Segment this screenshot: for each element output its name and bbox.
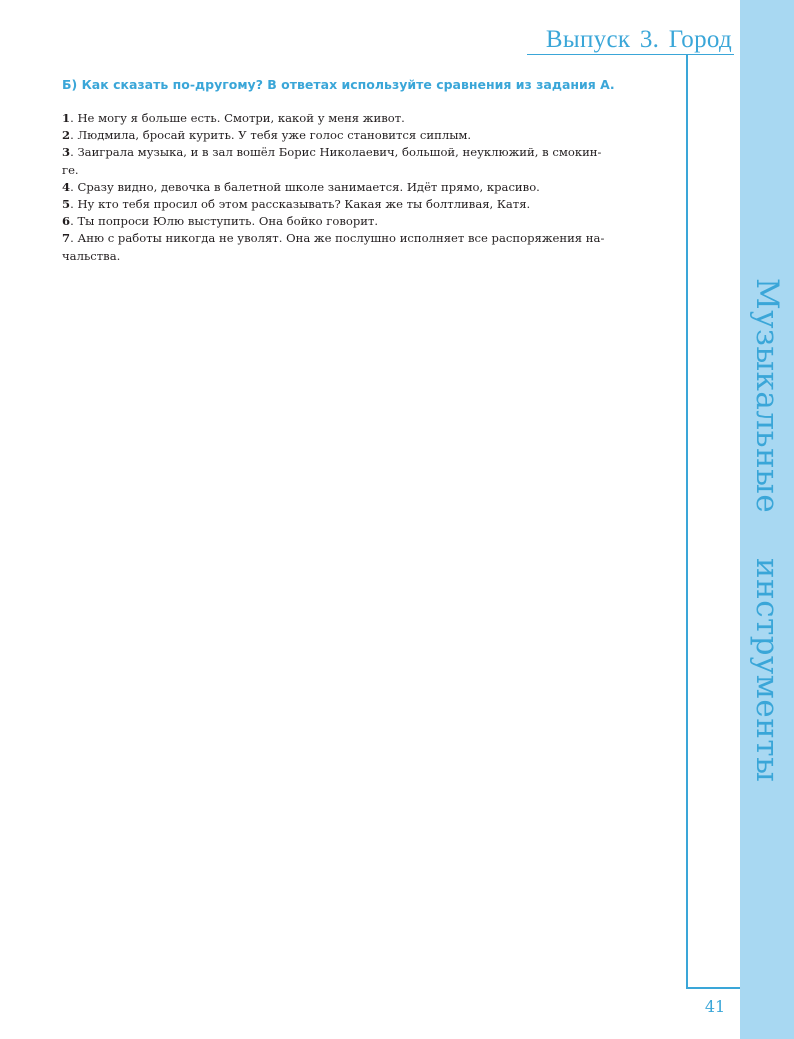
exercise-list [62, 110, 684, 265]
item-text-continuation: ге. [62, 162, 79, 177]
item-number: 7 [62, 231, 71, 246]
item-text: . Ты попроси Юлю выступить. Она бойко говорит. [70, 214, 379, 229]
item-number: 6 [62, 214, 71, 229]
exercise-item [62, 144, 684, 178]
item-text: . Сразу видно, девочка в балетной школе занимается. Идёт прямо, красиво. [70, 179, 540, 194]
section-title-vertical: Музыкальные инструменты [749, 278, 785, 783]
item-number: 3 [62, 145, 71, 160]
item-text: . Людмила, бросай курить. У тебя уже голос становится сиплым. [70, 128, 472, 143]
item-number: 5 [62, 197, 71, 212]
exercise-item [62, 179, 684, 196]
item-text: . Заиграла музыка, и в зал вошёл Борис Николаевич, большой, неуклюжий, в смокин- [70, 145, 602, 160]
issue-header: Выпуск 3. Город [545, 26, 732, 53]
item-text: . Не могу я больше есть. Смотри, какой у меня живот. [70, 111, 405, 125]
exercise-item [62, 213, 684, 230]
exercise-item [62, 127, 684, 144]
item-text: . Аню с работы никогда не уволят. Она же послушно исполняет все распоряжения на- [70, 231, 605, 246]
frame-vertical-line [686, 54, 688, 989]
exercise-item [62, 110, 684, 127]
item-number: 1 [62, 111, 71, 125]
item-text: . Ну кто тебя просил об этом рассказывать? Какая же ты болтливая, Катя. [70, 197, 531, 212]
item-text-continuation: чальства. [62, 248, 121, 263]
page-number: 41 [704, 997, 726, 1016]
exercise-item [62, 196, 684, 213]
header-underline [527, 54, 734, 55]
item-number: 4 [62, 179, 71, 194]
frame-horizontal-line [686, 987, 740, 989]
exercise-item [62, 230, 684, 264]
task-heading: Б) Как сказать по-другому? В ответах используйте сравнения из задания А. [62, 77, 615, 92]
item-number: 2 [62, 128, 71, 143]
